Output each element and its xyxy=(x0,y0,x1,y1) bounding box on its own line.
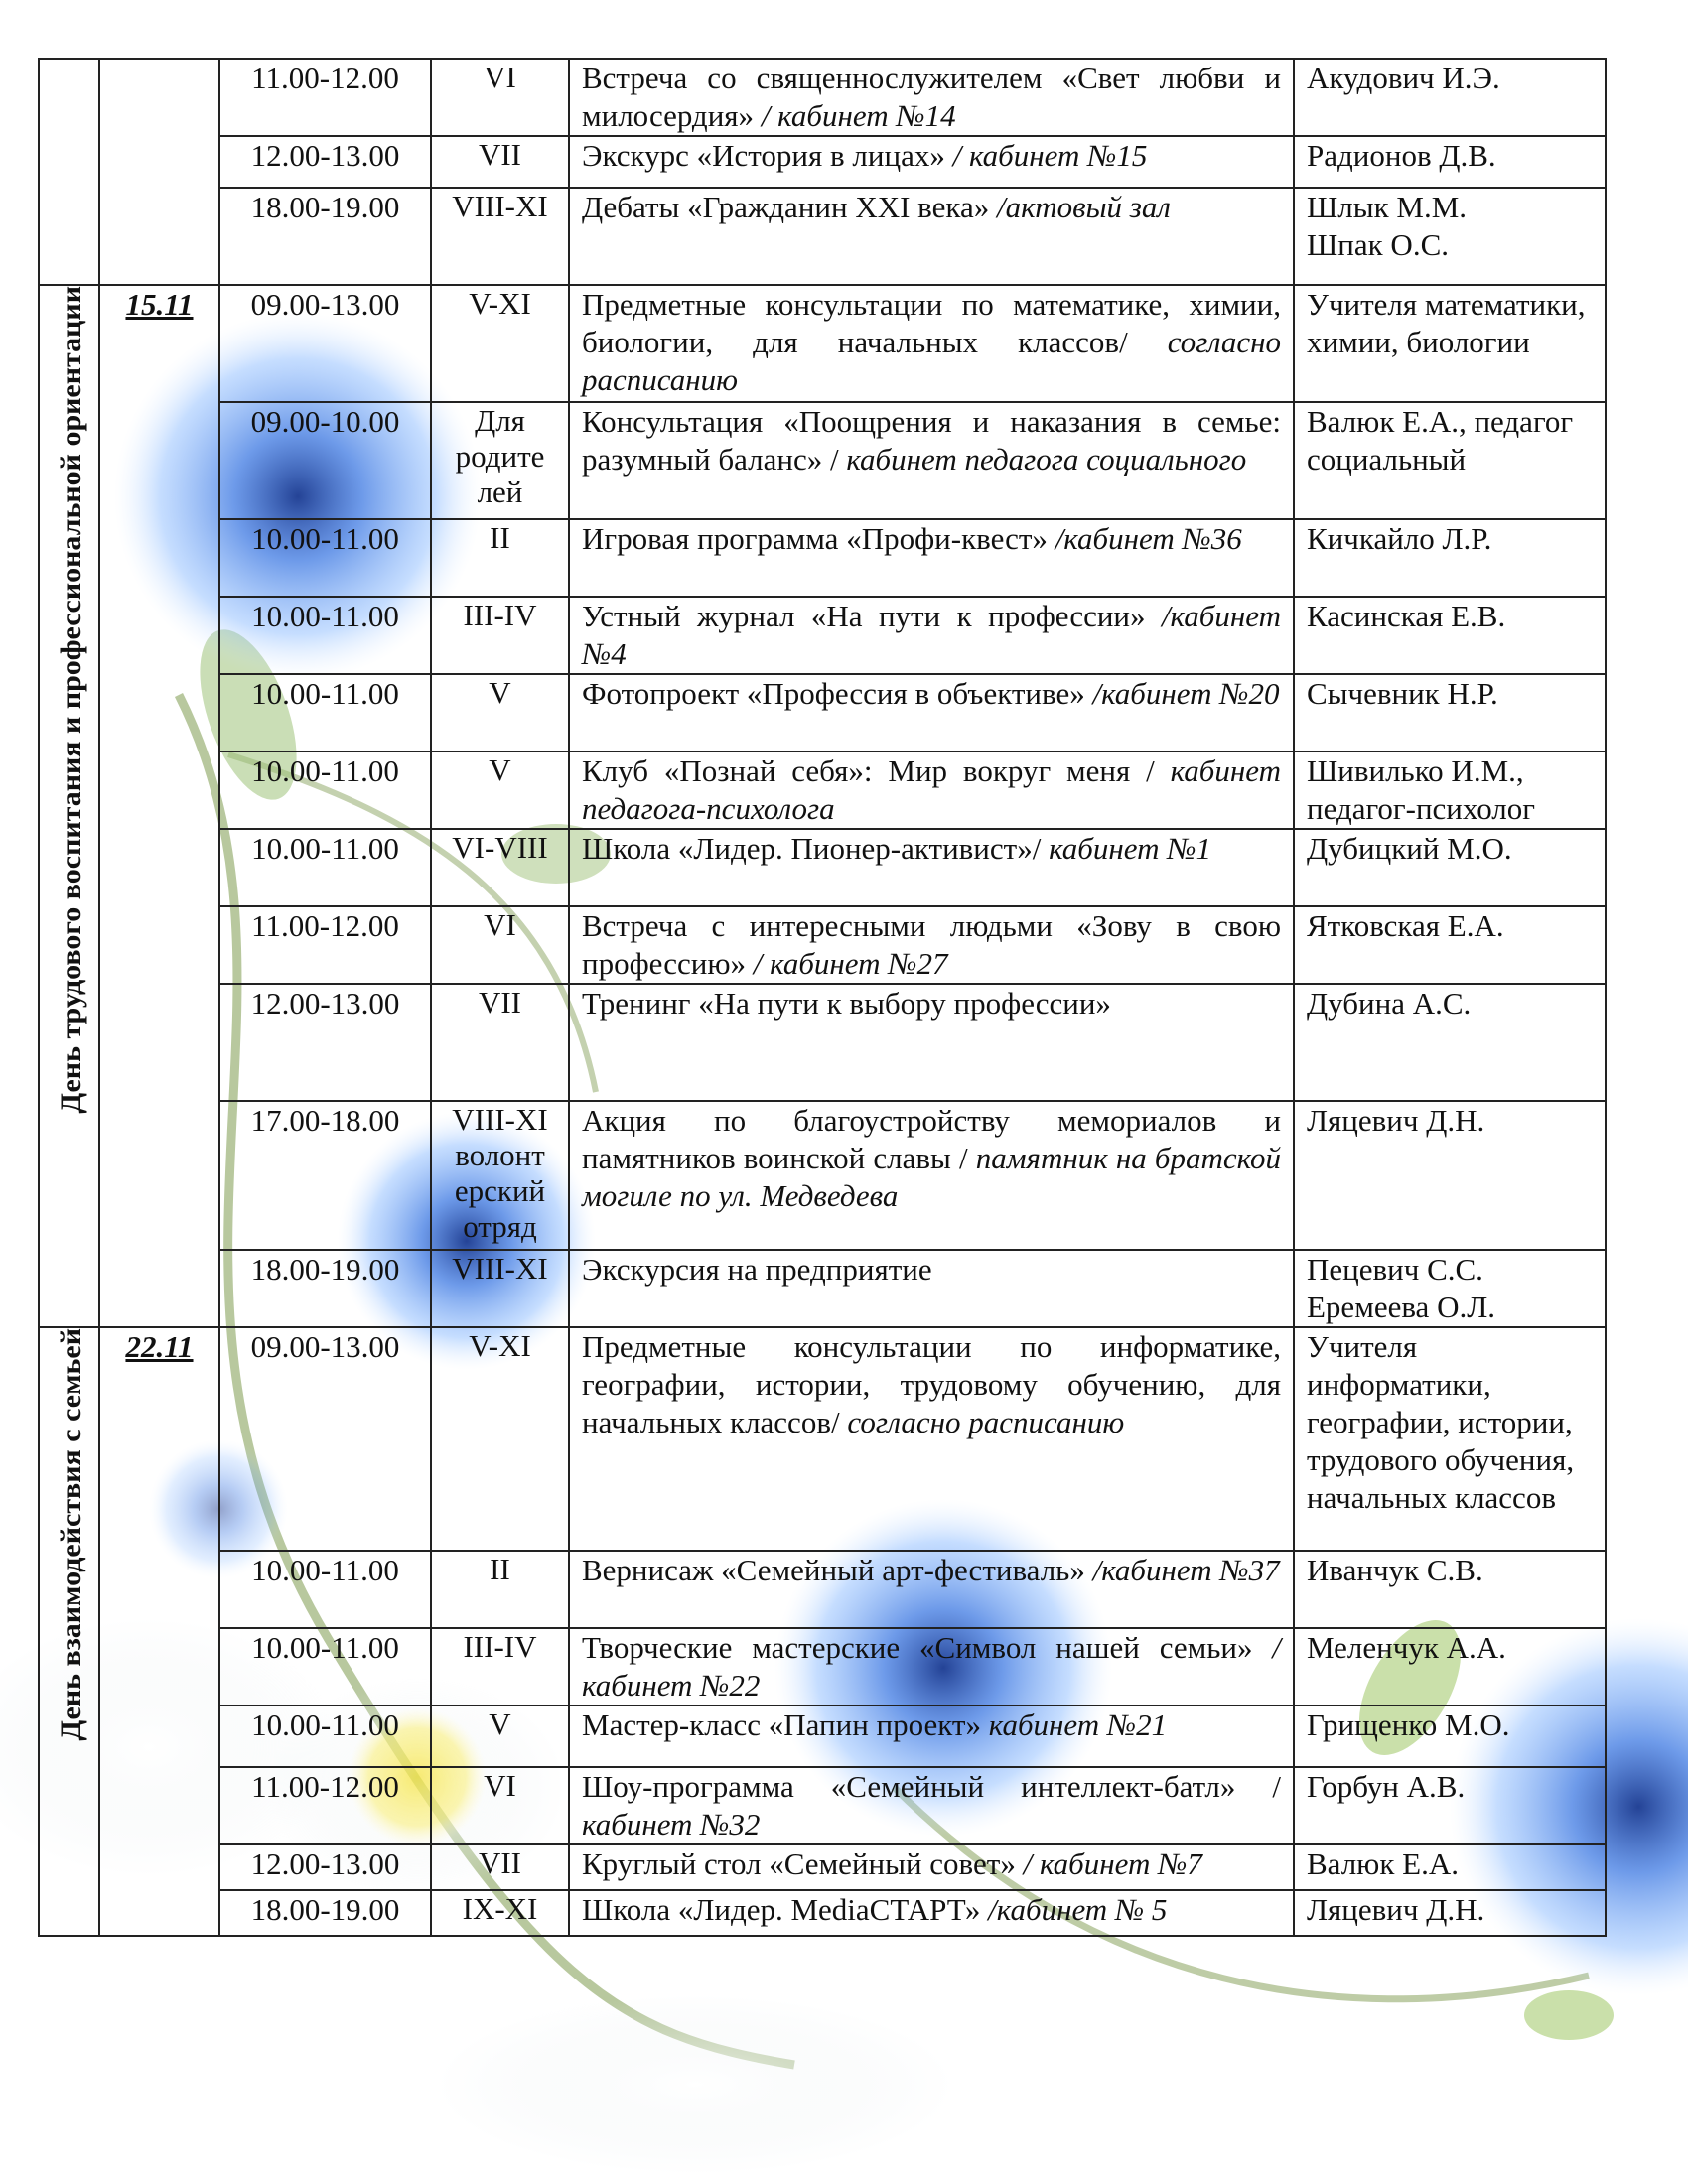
time-cell: 18.00-19.00 xyxy=(219,1890,431,1936)
time-cell: 18.00-19.00 xyxy=(219,188,431,285)
time-cell: 09.00-13.00 xyxy=(219,1327,431,1551)
event-title: Консультация «Поощрения и наказания в семье: разумный баланс» / xyxy=(582,404,1281,477)
event-location: кабинет педагога социального xyxy=(838,442,1247,477)
responsible-cell: Радионов Д.В. xyxy=(1294,136,1606,188)
event-cell xyxy=(569,1767,1294,1844)
responsible-cell: Шивилько И.М., педагог-психолог xyxy=(1294,751,1606,829)
event-title: Предметные консультации по математике, химии, биологии, для начальных классов/ xyxy=(582,287,1281,359)
event-location: /актовый зал xyxy=(989,190,1171,224)
event-location: /кабинет №36 xyxy=(1047,521,1242,556)
event-cell xyxy=(569,59,1294,136)
schedule-row xyxy=(39,519,1606,597)
event-title: Предметные консультации по информатике, географии, истории, трудовому обучению, для начальных классов/ xyxy=(582,1329,1281,1439)
responsible-cell: Дубицкий М.О. xyxy=(1294,829,1606,906)
event-cell xyxy=(569,402,1294,519)
schedule-row xyxy=(39,906,1606,984)
responsible-cell: Дубина А.С. xyxy=(1294,984,1606,1101)
date-cell xyxy=(99,59,219,285)
grade-cell: V-XI xyxy=(431,1327,569,1551)
event-cell xyxy=(569,285,1294,402)
responsible-cell: Грищенко М.О. xyxy=(1294,1706,1606,1767)
schedule-row xyxy=(39,1327,1606,1551)
schedule-row xyxy=(39,1706,1606,1767)
time-cell: 11.00-12.00 xyxy=(219,59,431,136)
schedule-row xyxy=(39,1250,1606,1327)
event-cell xyxy=(569,1844,1294,1890)
grade-cell: VI-VIII xyxy=(431,829,569,906)
event-title: Фотопроект «Профессия в объективе» xyxy=(582,676,1085,711)
time-cell: 10.00-11.00 xyxy=(219,674,431,751)
event-title: Клуб «Познай себя»: Мир вокруг меня / xyxy=(582,753,1155,788)
day-title-cell xyxy=(39,285,99,1327)
time-cell: 17.00-18.00 xyxy=(219,1101,431,1250)
time-cell: 11.00-12.00 xyxy=(219,1767,431,1844)
event-cell xyxy=(569,1101,1294,1250)
event-cell xyxy=(569,1890,1294,1936)
schedule-row xyxy=(39,829,1606,906)
schedule-row xyxy=(39,597,1606,674)
grade-cell: VI xyxy=(431,1767,569,1844)
responsible-cell: Сычевник Н.Р. xyxy=(1294,674,1606,751)
grade-cell: II xyxy=(431,519,569,597)
time-cell: 10.00-11.00 xyxy=(219,829,431,906)
schedule-row xyxy=(39,285,1606,402)
grade-cell: VII xyxy=(431,1844,569,1890)
event-location: / кабинет №27 xyxy=(745,946,948,981)
responsible-cell: Шлык М.М. Шпак О.С. xyxy=(1294,188,1606,285)
schedule-row xyxy=(39,751,1606,829)
event-cell xyxy=(569,597,1294,674)
event-cell xyxy=(569,906,1294,984)
time-cell: 10.00-11.00 xyxy=(219,519,431,597)
responsible-cell: Ятковская Е.А. xyxy=(1294,906,1606,984)
grade-cell: V xyxy=(431,674,569,751)
event-location: / кабинет №14 xyxy=(754,98,956,133)
event-cell xyxy=(569,1628,1294,1706)
date-cell: 15.11 xyxy=(99,285,219,1327)
event-title: Шоу-программа «Семейный интеллект-батл» / xyxy=(582,1769,1281,1804)
schedule-row xyxy=(39,136,1606,188)
time-cell: 10.00-11.00 xyxy=(219,1706,431,1767)
responsible-cell: Иванчук С.В. xyxy=(1294,1551,1606,1628)
event-location: согласно расписанию xyxy=(839,1405,1125,1439)
event-title: Мастер-класс «Папин проект» xyxy=(582,1707,981,1742)
schedule-row xyxy=(39,1767,1606,1844)
event-title: Встреча со священнослужителем «Свет любви и милосердия» xyxy=(582,61,1281,133)
event-cell xyxy=(569,674,1294,751)
event-location: памятник на братской могиле по ул. Медведева xyxy=(582,1141,1281,1213)
time-cell: 09.00-13.00 xyxy=(219,285,431,402)
responsible-cell: Касинская Е.В. xyxy=(1294,597,1606,674)
schedule-row xyxy=(39,1628,1606,1706)
event-title: Тренинг «На пути к выбору профессии» xyxy=(582,986,1111,1021)
responsible-cell: Кичкайло Л.Р. xyxy=(1294,519,1606,597)
event-cell xyxy=(569,751,1294,829)
event-cell xyxy=(569,1706,1294,1767)
schedule-row xyxy=(39,984,1606,1101)
grade-cell: II xyxy=(431,1551,569,1628)
grade-cell: VI xyxy=(431,906,569,984)
event-location: /кабинет № 5 xyxy=(980,1892,1168,1927)
event-cell xyxy=(569,1551,1294,1628)
grade-cell: IX-XI xyxy=(431,1890,569,1936)
time-cell: 12.00-13.00 xyxy=(219,136,431,188)
event-title: Акция по благоустройству мемориалов и памятников воинской славы / xyxy=(582,1103,1281,1175)
event-location: кабинет №21 xyxy=(980,1707,1168,1742)
event-title: Школа «Лидер. MediaСТАРТ» xyxy=(582,1892,981,1927)
schedule-row xyxy=(39,1551,1606,1628)
grade-cell: VIII-XI волонт ерский отряд xyxy=(431,1101,569,1250)
schedule-row xyxy=(39,188,1606,285)
responsible-cell: Пецевич С.С. Еремеева О.Л. xyxy=(1294,1250,1606,1327)
time-cell: 12.00-13.00 xyxy=(219,984,431,1101)
responsible-cell: Ляцевич Д.Н. xyxy=(1294,1890,1606,1936)
grade-cell: V xyxy=(431,751,569,829)
schedule-row xyxy=(39,402,1606,519)
time-cell: 10.00-11.00 xyxy=(219,597,431,674)
grade-cell: VII xyxy=(431,136,569,188)
responsible-cell: Акудович И.Э. xyxy=(1294,59,1606,136)
event-title: Устный журнал «На пути к профессии» xyxy=(582,599,1146,633)
time-cell: 10.00-11.00 xyxy=(219,1628,431,1706)
event-location: кабинет педагога-психолога xyxy=(582,753,1282,826)
schedule-row xyxy=(39,1890,1606,1936)
responsible-cell: Горбун А.В. xyxy=(1294,1767,1606,1844)
schedule-table xyxy=(38,58,1607,1937)
grade-cell: V-XI xyxy=(431,285,569,402)
event-cell xyxy=(569,188,1294,285)
event-title: Дебаты «Гражданин XXI века» xyxy=(582,190,990,224)
event-cell xyxy=(569,136,1294,188)
event-location: / кабинет №7 xyxy=(1015,1846,1202,1881)
grade-cell: VIII-XI xyxy=(431,188,569,285)
event-title: Экскурс «История в лицах» xyxy=(582,138,945,173)
schedule-row xyxy=(39,1101,1606,1250)
event-title: Экскурсия на предприятие xyxy=(582,1252,932,1287)
event-title: Круглый стол «Семейный совет» xyxy=(582,1846,1016,1881)
time-cell: 11.00-12.00 xyxy=(219,906,431,984)
schedule-row xyxy=(39,59,1606,136)
schedule-row xyxy=(39,674,1606,751)
day-title: День трудового воспитания и профессиональной ориентации xyxy=(55,286,87,1114)
responsible-cell: Учителя математики, химии, биологии xyxy=(1294,285,1606,402)
event-cell xyxy=(569,519,1294,597)
event-cell xyxy=(569,984,1294,1101)
time-cell: 18.00-19.00 xyxy=(219,1250,431,1327)
event-location: / кабинет №15 xyxy=(944,138,1148,173)
leaf xyxy=(1524,1990,1614,2040)
time-cell: 09.00-10.00 xyxy=(219,402,431,519)
day-title: День взаимодействия с семьей xyxy=(55,1328,87,1741)
event-cell xyxy=(569,829,1294,906)
day-title-cell xyxy=(39,59,99,285)
time-cell: 10.00-11.00 xyxy=(219,751,431,829)
time-cell: 12.00-13.00 xyxy=(219,1844,431,1890)
grade-cell: VII xyxy=(431,984,569,1101)
event-title: Школа «Лидер. Пионер-активист»/ xyxy=(582,831,1042,866)
time-cell: 10.00-11.00 xyxy=(219,1551,431,1628)
grade-cell: III-IV xyxy=(431,1628,569,1706)
responsible-cell: Меленчук А.А. xyxy=(1294,1628,1606,1706)
date-cell: 22.11 xyxy=(99,1327,219,1936)
grade-cell: III-IV xyxy=(431,597,569,674)
event-cell xyxy=(569,1327,1294,1551)
schedule-row xyxy=(39,1844,1606,1890)
day-title-cell xyxy=(39,1327,99,1936)
responsible-cell: Ляцевич Д.Н. xyxy=(1294,1101,1606,1250)
event-title: Встреча с интересными людьми «Зову в свою профессию» xyxy=(582,908,1281,981)
grade-cell: Для родите лей xyxy=(431,402,569,519)
event-location: /кабинет №20 xyxy=(1084,676,1280,711)
event-location: /кабинет №4 xyxy=(582,599,1281,671)
event-title: Творческие мастерские «Символ нашей семьи» xyxy=(582,1630,1253,1665)
responsible-cell: Валюк Е.А., педагог социальный xyxy=(1294,402,1606,519)
responsible-cell: Учителя информатики, географии, истории, трудового обучения, начальных классов xyxy=(1294,1327,1606,1551)
grade-cell: V xyxy=(431,1706,569,1767)
event-title: Вернисаж «Семейный арт-фестиваль» xyxy=(582,1553,1085,1587)
event-cell xyxy=(569,1250,1294,1327)
event-location: кабинет №32 xyxy=(582,1807,761,1842)
event-location: /кабинет №37 xyxy=(1084,1553,1280,1587)
event-location: согласно расписанию xyxy=(582,325,1281,397)
event-location: /кабинет №22 xyxy=(582,1630,1281,1703)
event-location: кабинет №1 xyxy=(1041,831,1211,866)
grade-cell: VI xyxy=(431,59,569,136)
event-title: Игровая программа «Профи-квест» xyxy=(582,521,1048,556)
grade-cell: VIII-XI xyxy=(431,1250,569,1327)
responsible-cell: Валюк Е.А. xyxy=(1294,1844,1606,1890)
